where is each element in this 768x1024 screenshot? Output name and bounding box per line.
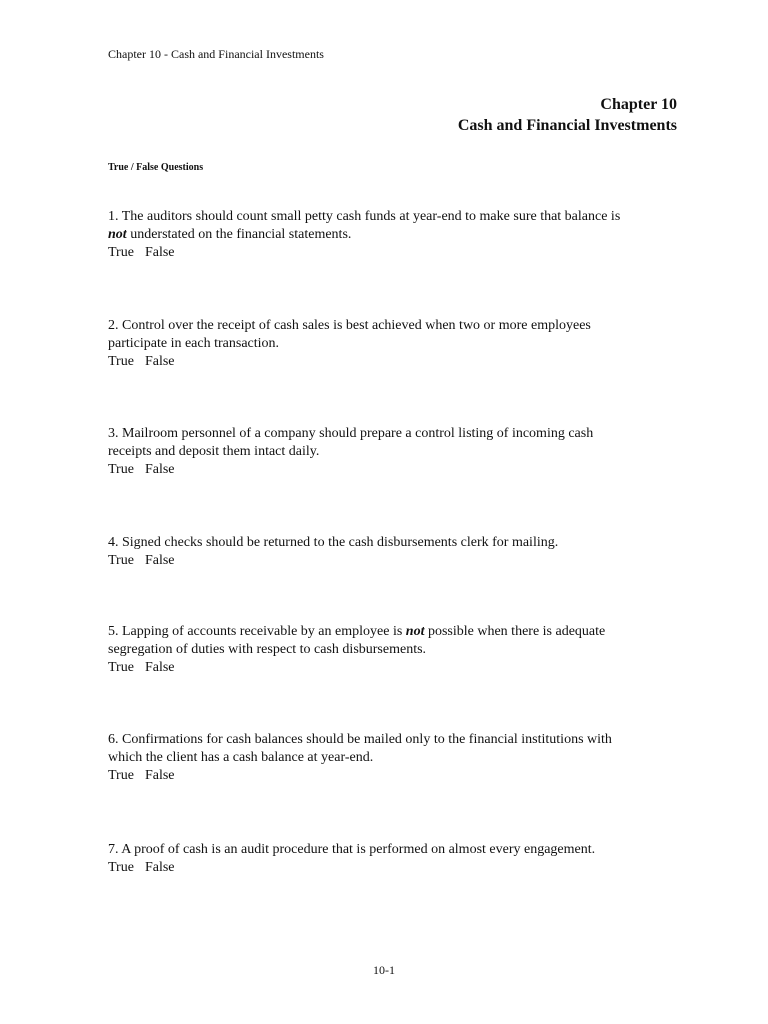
question-4: [108, 534, 680, 570]
answer-options: [108, 659, 680, 677]
answer-true: True: [108, 462, 134, 477]
answer-true: True: [108, 354, 134, 369]
running-header: Chapter 10 - Cash and Financial Investments: [108, 47, 324, 61]
answer-options: [108, 353, 680, 371]
question-6: [108, 731, 680, 785]
answer-false: False: [144, 768, 175, 783]
answer-false: False: [144, 462, 175, 477]
question-text: participate in each transaction.: [108, 336, 280, 351]
section-heading: True / False Questions: [108, 162, 204, 173]
question-text-end: possible when there is adequate: [424, 624, 606, 639]
question-3: [108, 425, 680, 479]
question-text: segregation of duties with respect to cash disbursements.: [108, 642, 427, 657]
page-number: 10-1: [373, 963, 395, 977]
question-7: [108, 841, 680, 877]
answer-false: False: [144, 354, 175, 369]
question-2: [108, 317, 680, 371]
question-5: [108, 623, 680, 677]
emphasis-text: not: [108, 227, 127, 242]
question-text: 4. Signed checks should be returned to the cash disbursements clerk for mailing.: [108, 535, 559, 550]
question-text-start: 5. Lapping of accounts receivable by an employee is: [108, 624, 406, 639]
answer-false: False: [144, 553, 175, 568]
question-text-continued: understated on the financial statements.: [126, 227, 352, 242]
answer-false: False: [144, 245, 175, 260]
answer-options: [108, 461, 680, 479]
chapter-subject: Cash and Financial Investments: [457, 117, 677, 134]
answer-options: [108, 859, 680, 877]
chapter-title-block: [458, 94, 677, 136]
question-text: 2. Control over the receipt of cash sales is best achieved when two or more employees: [108, 318, 591, 333]
answer-options: [108, 767, 680, 785]
question-text: [108, 623, 680, 641]
answer-false: False: [144, 860, 175, 875]
answer-true: True: [108, 860, 134, 875]
answer-true: True: [108, 768, 134, 783]
question-text: 1. The auditors should count small petty cash funds at year-end to make sure that balance is: [108, 209, 621, 224]
answer-true: True: [108, 660, 134, 675]
answer-true: True: [108, 553, 134, 568]
answer-options: [108, 552, 680, 570]
answer-true: True: [108, 245, 134, 260]
question-text: 7. A proof of cash is an audit procedure that is performed on almost every engagement.: [108, 842, 596, 857]
question-text: 6. Confirmations for cash balances should be mailed only to the financial institutions with: [108, 732, 612, 747]
question-text: receipts and deposit them intact daily.: [108, 444, 320, 459]
answer-options: [108, 244, 680, 262]
question-text: 3. Mailroom personnel of a company should prepare a control listing of incoming cash: [108, 426, 594, 441]
question-text: [108, 226, 680, 244]
chapter-number: Chapter 10: [600, 96, 677, 113]
question-1: [108, 208, 680, 262]
emphasis-text: not: [405, 624, 425, 639]
answer-false: False: [144, 660, 175, 675]
question-text: which the client has a cash balance at year-end.: [108, 750, 374, 765]
